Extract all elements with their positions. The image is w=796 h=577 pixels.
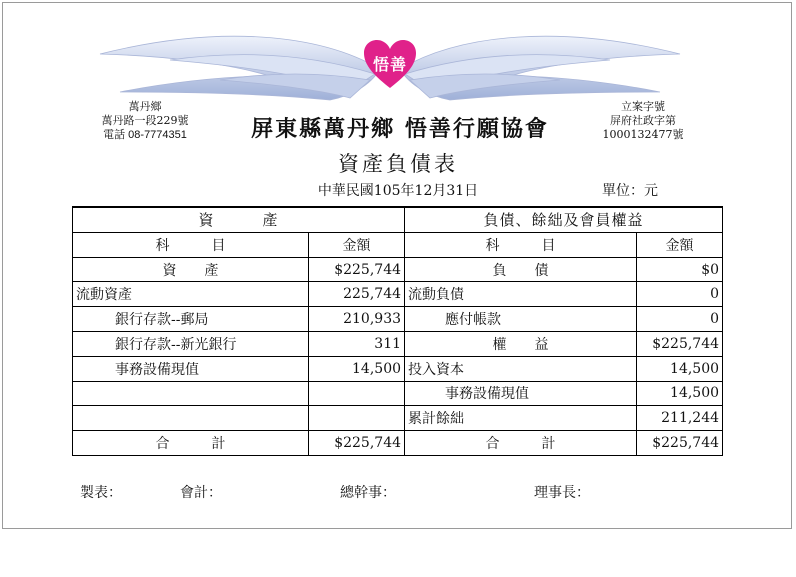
right-amount: 0 <box>637 307 723 332</box>
right-item: 事務設備現值 <box>405 381 637 406</box>
right-item: 權 益 <box>405 331 637 356</box>
table-section-header <box>73 207 723 232</box>
left-item: 銀行存款--新光銀行 <box>73 331 309 356</box>
table-row <box>73 282 723 307</box>
total-left-label: 合 計 <box>73 431 309 456</box>
total-left-amount: $225,744 <box>309 431 405 456</box>
right-item: 負 債 <box>405 257 637 282</box>
right-amount: 14,500 <box>637 356 723 381</box>
table-row <box>73 307 723 332</box>
col-item-right: 科 目 <box>405 232 637 257</box>
balance-sheet-table <box>72 206 723 456</box>
liabilities-header: 負債、餘絀及會員權益 <box>405 207 723 232</box>
left-amount: $225,744 <box>309 257 405 282</box>
left-item: 流動資產 <box>73 282 309 307</box>
registration-block <box>594 100 692 142</box>
signature-preparer: 製表： <box>80 485 122 501</box>
col-item-left: 科 目 <box>73 232 309 257</box>
document-title: 資產負債表 <box>338 152 458 176</box>
left-wing <box>100 36 380 100</box>
col-amount-right: 金額 <box>637 232 723 257</box>
table-row <box>73 406 723 431</box>
right-amount: $0 <box>637 257 723 282</box>
right-amount: 0 <box>637 282 723 307</box>
right-amount: 14,500 <box>637 381 723 406</box>
right-item: 投入資本 <box>405 356 637 381</box>
logo-text: 悟善 <box>372 55 407 74</box>
left-item: 事務設備現值 <box>73 356 309 381</box>
right-item: 流動負債 <box>405 282 637 307</box>
currency-unit: 單位：元 <box>602 183 658 199</box>
registration-line: 1000132477號 <box>602 128 684 141</box>
address-line: 萬丹鄉 <box>128 100 162 113</box>
table-row <box>73 331 723 356</box>
registration-line: 立案字號 <box>621 100 665 113</box>
address-block <box>86 100 204 142</box>
right-item: 應付帳款 <box>405 307 637 332</box>
table-row <box>73 381 723 406</box>
left-amount: 210,933 <box>309 307 405 332</box>
right-item: 累計餘絀 <box>405 406 637 431</box>
left-amount <box>309 381 405 406</box>
assets-header: 資 產 <box>73 207 405 232</box>
col-amount-left: 金額 <box>309 232 405 257</box>
registration-line: 屏府社政字第 <box>610 114 676 127</box>
organization-name: 屏東縣萬丹鄉 悟善行願協會 <box>251 116 549 142</box>
left-amount: 311 <box>309 331 405 356</box>
table-column-header <box>73 232 723 257</box>
left-item <box>73 406 309 431</box>
left-item: 銀行存款--郵局 <box>73 307 309 332</box>
address-line: 萬丹路一段229號 <box>101 114 189 127</box>
right-amount: $225,744 <box>637 331 723 356</box>
total-right-label: 合 計 <box>405 431 637 456</box>
phone-line: 電話 08-7774351 <box>103 129 187 141</box>
table-row <box>73 356 723 381</box>
left-amount: 225,744 <box>309 282 405 307</box>
left-amount: 14,500 <box>309 356 405 381</box>
report-date: 中華民國105年12月31日 <box>317 183 479 199</box>
table-total-row <box>73 431 723 456</box>
right-wing <box>400 36 680 100</box>
left-item <box>73 381 309 406</box>
left-amount <box>309 406 405 431</box>
left-item: 資 產 <box>73 257 309 282</box>
signature-chairman: 理事長： <box>534 485 590 501</box>
signature-director: 總幹事： <box>340 485 396 501</box>
signature-accountant: 會計： <box>180 485 222 501</box>
right-amount: 211,244 <box>637 406 723 431</box>
total-right-amount: $225,744 <box>637 431 723 456</box>
table-row <box>73 257 723 282</box>
